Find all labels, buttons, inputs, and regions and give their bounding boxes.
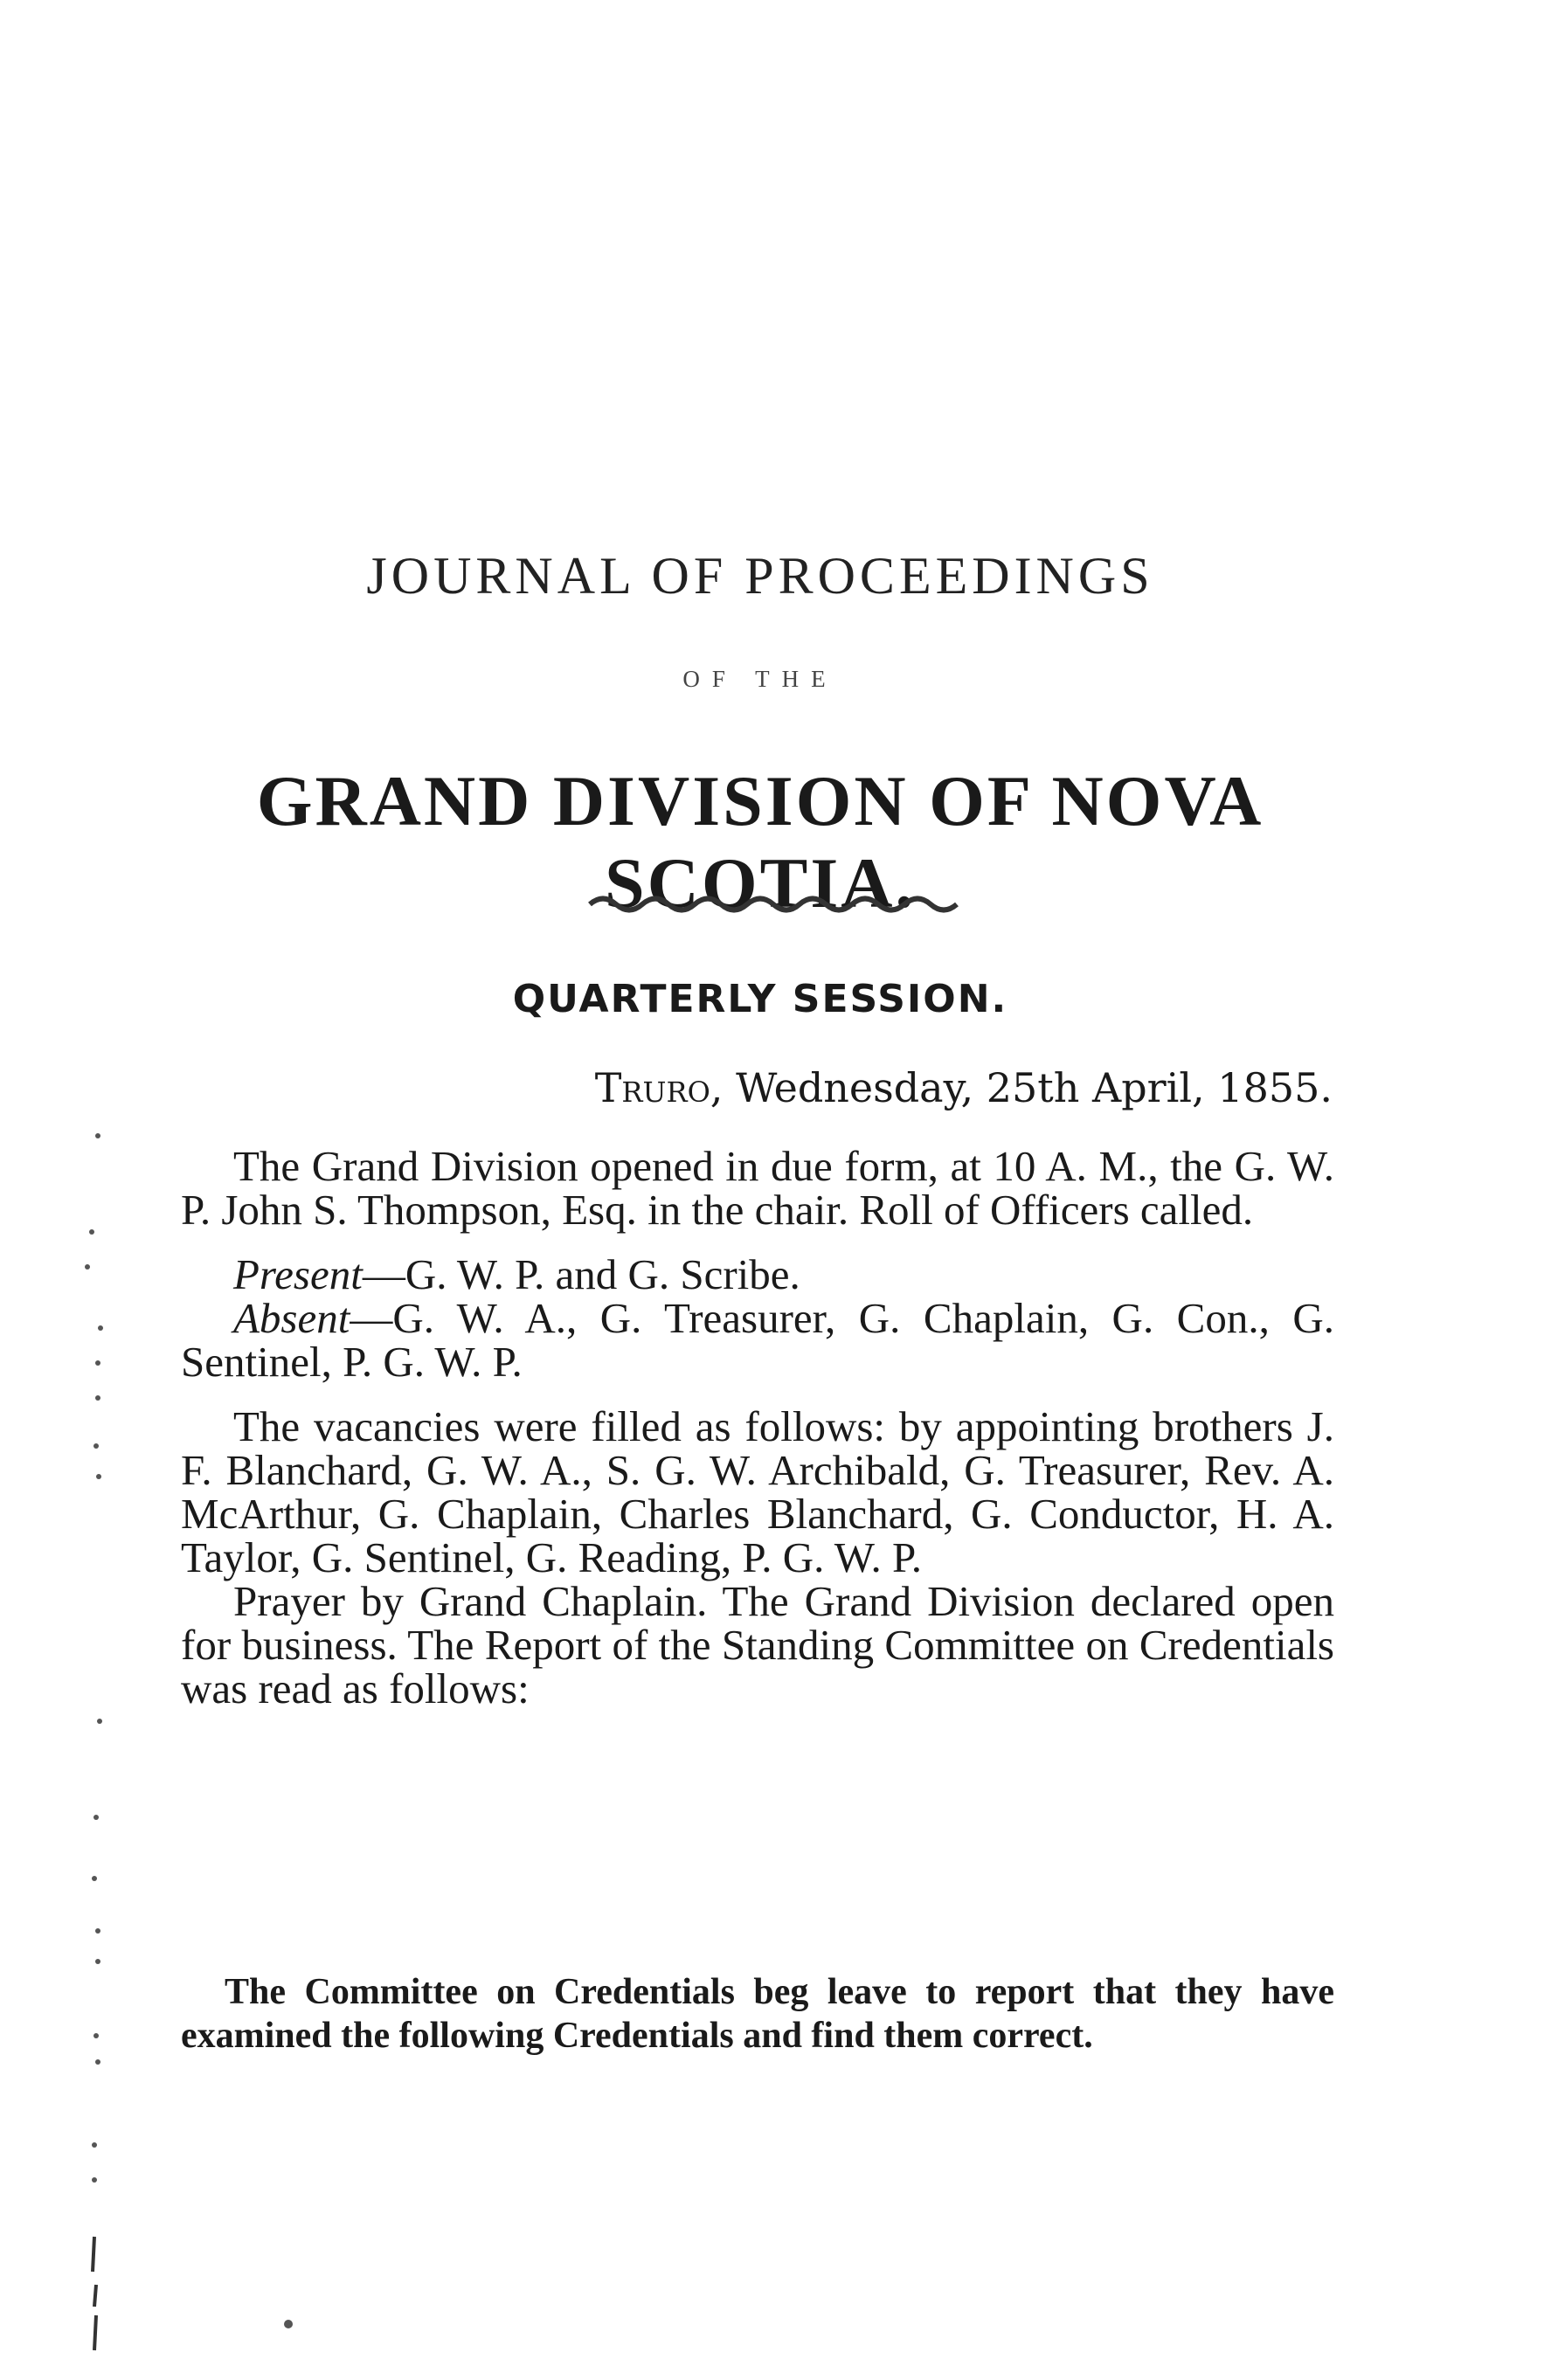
absent-label: Absent xyxy=(233,1294,350,1342)
session-heading: QUARTERLY SESSION. xyxy=(512,977,1008,1021)
report-paragraph: The Committee on Credentials beg leave to report that they have examined the following Credentials and find them correct. xyxy=(181,1972,1334,2056)
division-title: GRAND DIVISION OF NOVA SCOTIA. xyxy=(256,761,1264,923)
present-label: Present xyxy=(233,1250,363,1298)
journal-title: JOURNAL OF PROCEEDINGS xyxy=(366,547,1154,605)
prayer-paragraph: Prayer by Grand Chaplain. The Grand Division declared open for business. The Report of the Standing Committee on Credentials was read as follows: xyxy=(181,1577,1334,1712)
opening-paragraph: The Grand Division opened in due form, at 10 A. M., the G. W. P. John S. Thompson, Esq. in the chair. Roll of Officers called. xyxy=(181,1142,1334,1234)
absent-text: —G. W. A., G. Treasurer, G. Chaplain, G. Con., G. Sentinel, P. G. W. P. xyxy=(181,1294,1334,1386)
dateline-date: Wednesday, 25th April, 1855. xyxy=(736,1064,1333,1111)
present-text: —G. W. P. and G. Scribe. xyxy=(362,1250,800,1298)
title-connector: OF THE xyxy=(682,666,838,692)
vacancies-paragraph: The vacancies were filled as follows: by appointing brothers J. F. Blanchard, G. W. A., S. G. W. Archibald, G. Treasurer, Rev. A. McArthur, G. Chaplain, Charles Blanchard, G. Conductor, H. A. Taylor, G. Sentinel, G. Reading, P. G. W. P. xyxy=(181,1402,1334,1581)
dateline-place: Truro, xyxy=(594,1064,724,1111)
